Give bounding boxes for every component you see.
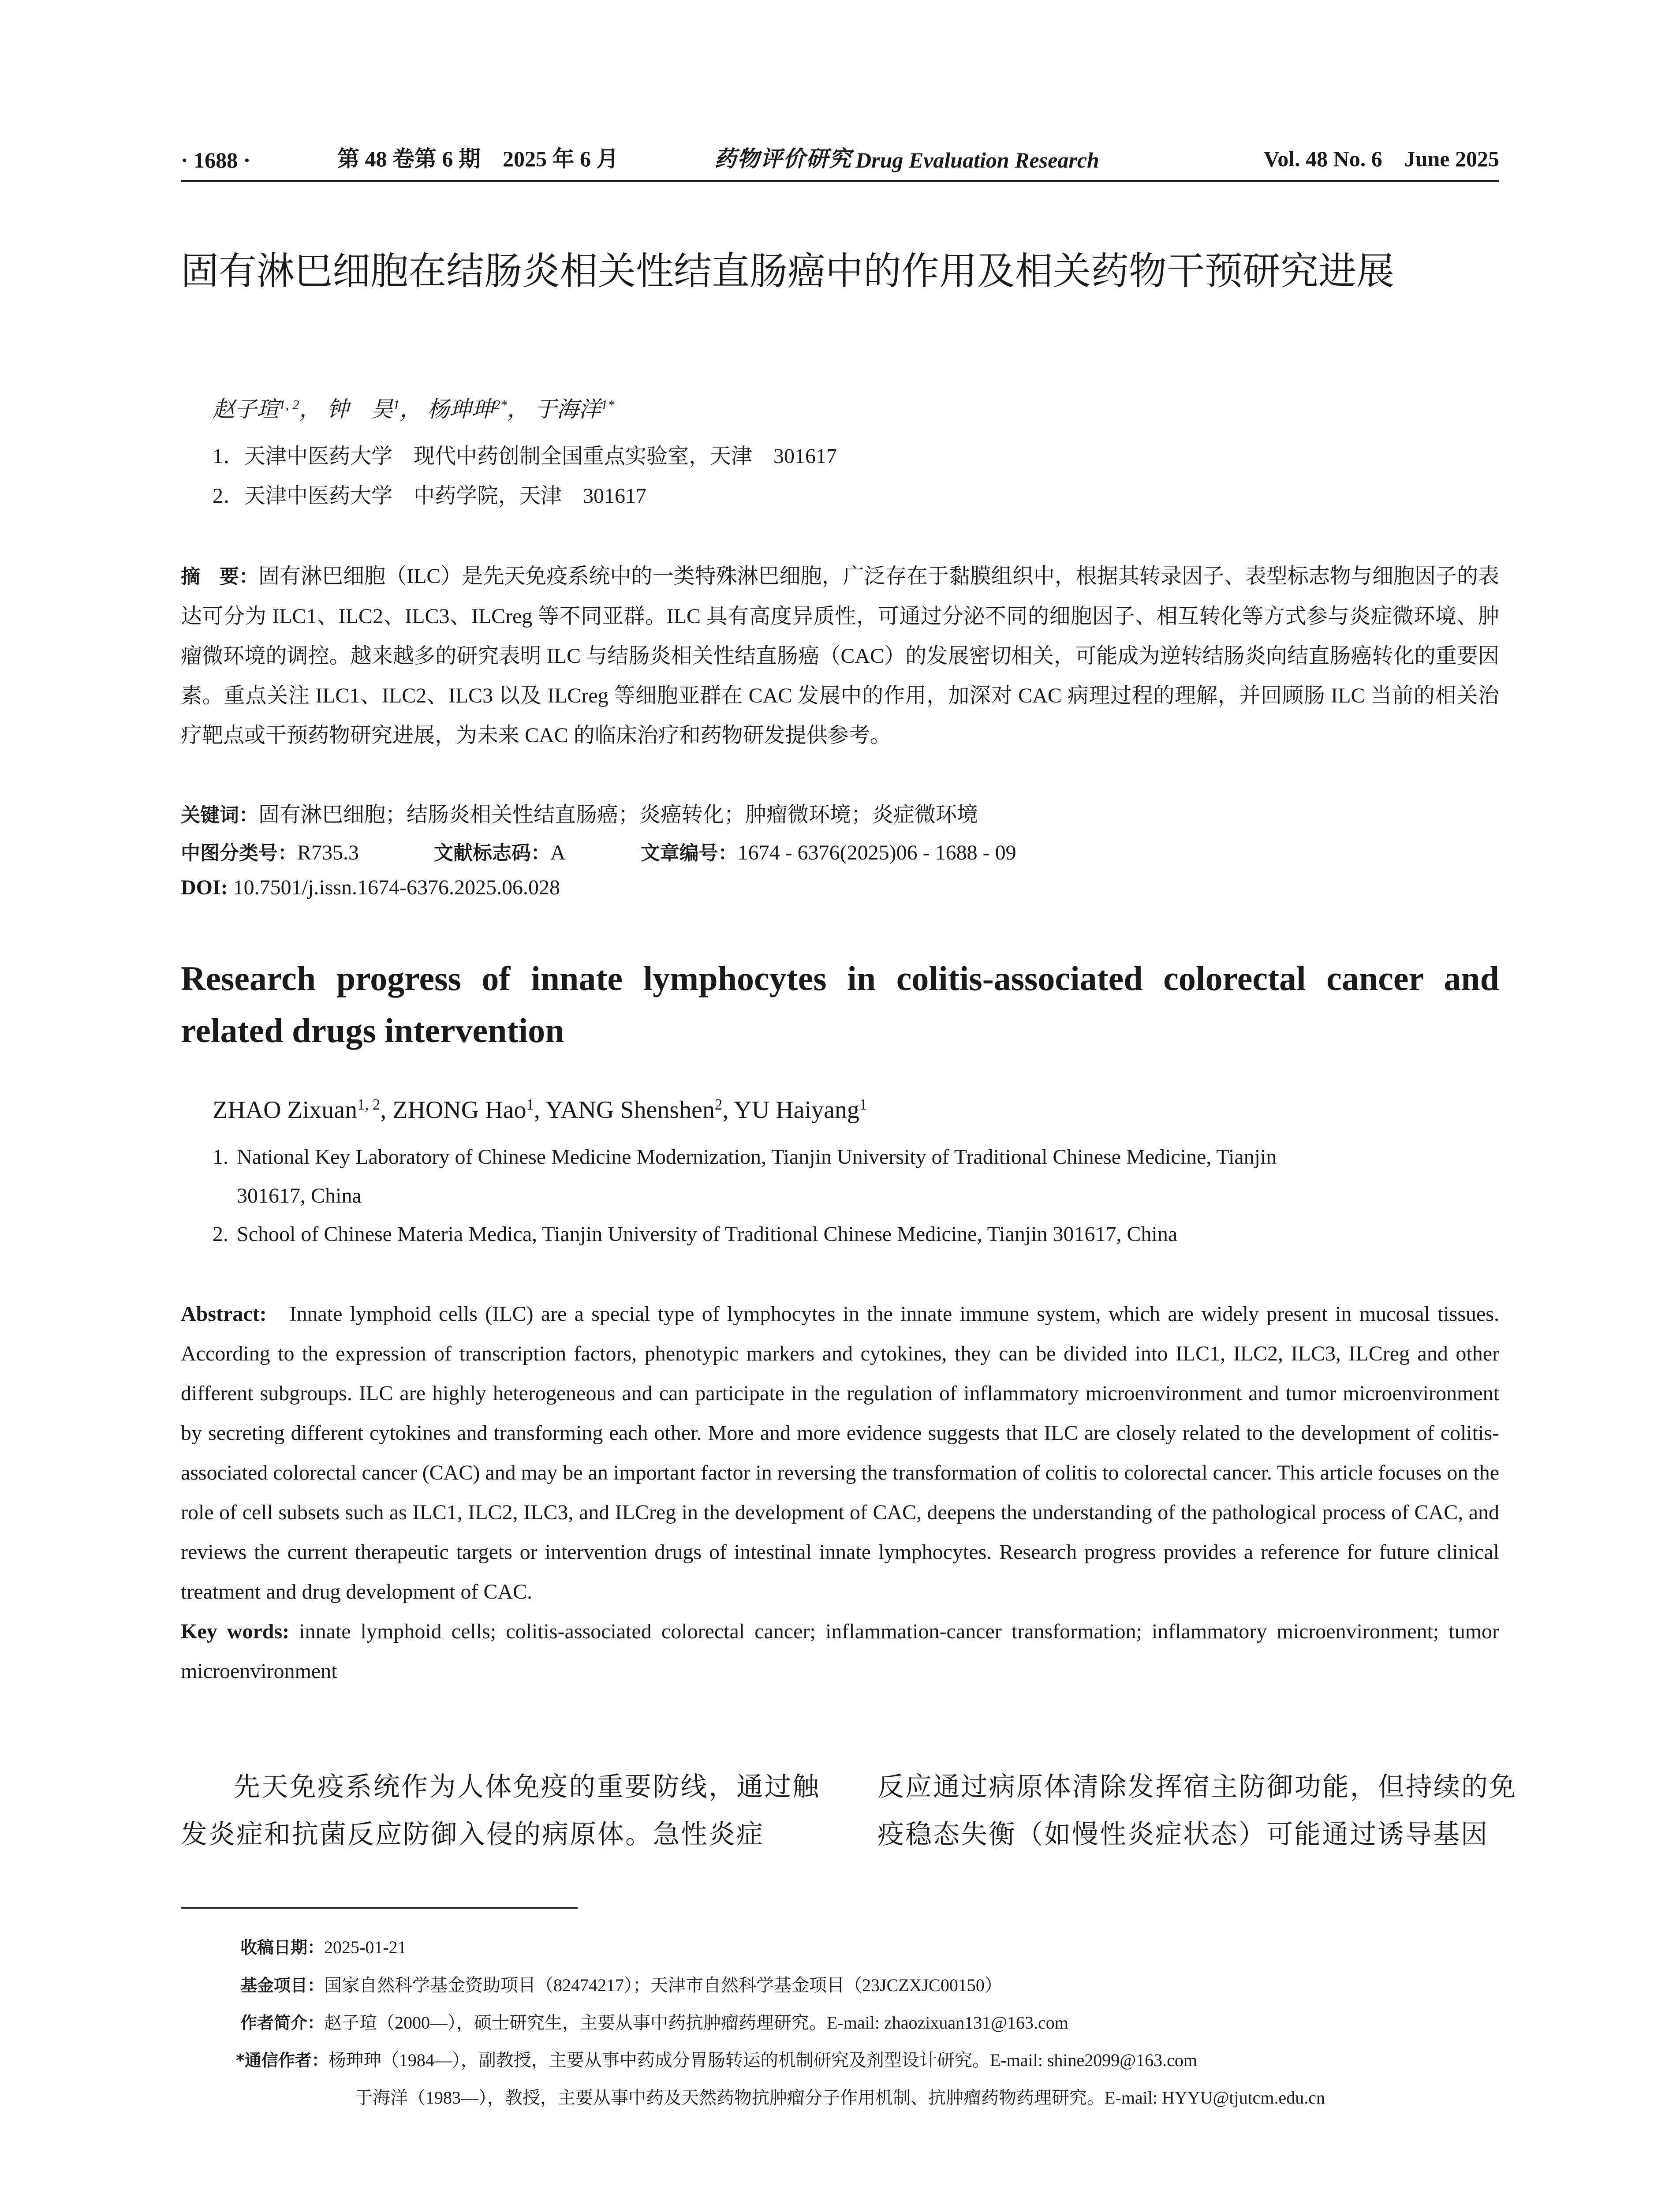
author-list-cn [213,392,615,423]
author-en: ZHONG Hao$^1$, [392,1095,545,1124]
footnote-received: 收稿日期：2025-01-21 [240,1937,407,1957]
author-en: YANG Shenshen$^2$, [545,1095,734,1124]
doi-value: 10.7501/j.issn.1674-6376.2025.06.028 [233,876,560,899]
keywords-cn: 关键词：固有淋巴细胞；结肠炎相关性结直肠癌；炎癌转化；肿瘤微环境；炎症微环境 [181,803,978,826]
issue-info-en: Vol. 48 No. 6 June 2025 [1263,146,1499,171]
keywords-en: Key words: innate lymphoid cells; colitis-associated colorectal cancer; inflammation-cancer transformation; inflammatory microenvironment; tumor microenvironment [181,1620,1500,1683]
abstract-cn [181,557,1499,755]
footnote-corresponding-1: *通信作者：杨珅珅（1984—），副教授，主要从事中药成分胃肠转运的机制研究及剂型设计研究。E-mail: shine2099@163.com [236,2050,1197,2070]
clc-number: R735.3 [297,841,359,864]
footnote-divider [181,1907,578,1909]
article-number: 1674 - 6376(2025)06 - 1688 - 09 [737,841,1016,864]
paper-title-en: Research progress of innate lymphocytes in colitis-associated colorectal cancer and related drugs intervention [181,959,1499,1050]
author-cn: 钟 昊$^1$， [327,396,422,422]
paper-title-cn: 固有淋巴细胞在结肠炎相关性结直肠癌中的作用及相关药物干预研究进展 [181,249,1394,293]
author-cn: 于海洋$^{1*}$ [534,396,615,422]
affiliation-en-2: 2. School of Chinese Materia Medica, Tianjin University of Traditional Chinese Medicine, Tianjin 301617, China [213,1222,1178,1246]
affiliation-cn-2: 2．天津中医药大学 中药学院，天津 301617 [213,484,647,508]
affiliation-cn-1: 1．天津中医药大学 现代中药创制全国重点实验室，天津 301617 [213,445,837,468]
affiliation-en-1: 1. National Key Laboratory of Chinese Medicine Modernization, Tianjin University of Traditional Chinese Medicine, Tianjin 301617, China [213,1145,1277,1207]
doi-line: DOI: 10.7501/j.issn.1674-6376.2025.06.028 [181,876,560,899]
page-number: · 1688 · [181,148,251,172]
issue-info-cn: 第 48 卷第 6 期 2025 年 6 月 [337,146,619,171]
journal-logo-cn: 药物评价研究 [714,146,852,172]
footnote-fund: 基金项目：国家自然科学基金资助项目（82474217）；天津市自然科学基金项目（23JCZXJC00150） [240,1975,1002,1995]
body-column-right: 反应通过病原体清除发挥宿主防御功能，但持续的免疫稳态失衡（如慢性炎症状态）可能通过诱导基因 [877,1771,1517,1850]
document-code: A [550,841,566,864]
author-cn: 杨珅珅$^{2*}$， [427,396,529,422]
author-cn: 赵子瑄$^{1, 2}$， [213,396,321,422]
footnote-corresponding-2: 于海洋（1983—），教授，主要从事中药及天然药物抗肿瘤分子作用机制、抗肿瘤药物药理研究。E-mail: HYYU@tjutcm.edu.cn [355,2088,1325,2108]
abstract-text-cn: 固有淋巴细胞（ILC）是先天免疫系统中的一类特殊淋巴细胞，广泛存在于黏膜组织中，根据其转录因子、表型标志物与细胞因子的表达可分为 ILC1、ILC2、ILC3、ILCreg 等不同亚群。ILC 具有高度异质性，可通过分泌不同的细胞因子、相互转化等方式参与炎症微环境、肿瘤微环境的调控。越来越多的研究表明 ILC 与结肠炎相关性结直肠癌（CAC）的发展密切相关，可能成为逆转结肠炎向结直肠癌转化的重要因素。重点关注 ILC1、ILC2、ILC3 以及 ILCreg 等细胞亚群在 CAC 发展中的作用，加深对 CAC 病理过程的理解，并回顾肠 ILC 当前的相关治疗靶点或干预药物研究进展，为未来 CAC 的临床治疗和药物研发提供参考。 [181,564,1500,747]
journal-name-en: Drug Evaluation Research [855,148,1099,172]
abstract-text-en: Innate lymphoid cells (ILC) are a special type of lymphocytes in the innate immune system, which are widely present in mucosal tissues. According to the expression of transcription factors, phenotypic markers and cytokines, they can be divided into ILC1, ILC2, ILC3, ILCreg and other different subgroups. ILC are highly heterogeneous and can participate in the regulation of inflammatory microenvironment and tumor microenvironment by secreting different cytokines and transforming each other. More and more evidence suggests that ILC are closely related to the development of colitis-associated colorectal cancer (CAC) and may be an important factor in reversing the transformation of colitis to colorectal cancer. This article focuses on the role of cell subsets such as ILC1, ILC2, ILC3, and ILCreg in the development of CAC, deepens the understanding of the pathological process of CAC, and reviews the current therapeutic targets or intervention drugs of intestinal innate lymphocytes. Research progress provides a reference for future clinical treatment and drug development of CAC. [181,1302,1499,1603]
author-en: ZHAO Zixuan$^{1, 2}$, [213,1095,393,1124]
footnote-author-bio: 作者简介：赵子瑄（2000—），硕士研究生，主要从事中药抗肿瘤药理研究。E-mail: zhaozixuan131@163.com [240,2013,1068,2033]
abstract-label-en: Abstract: [181,1302,267,1326]
abstract-label-cn: 摘 要： [181,565,259,588]
body-column-left: 先天免疫系统作为人体免疫的重要防线，通过触发炎症和抗菌反应防御入侵的病原体。急性炎症 [181,1771,820,1850]
running-header [181,140,1499,182]
author-en: YU Haiyang$^1$ [734,1095,867,1124]
author-list-en [213,1096,867,1124]
abstract-en [181,1294,1499,1691]
classification-line: 中图分类号：R735.3 文献标志码：A 文章编号：1674 - 6376(2025)06 - 1688 - 09 [181,841,1016,864]
